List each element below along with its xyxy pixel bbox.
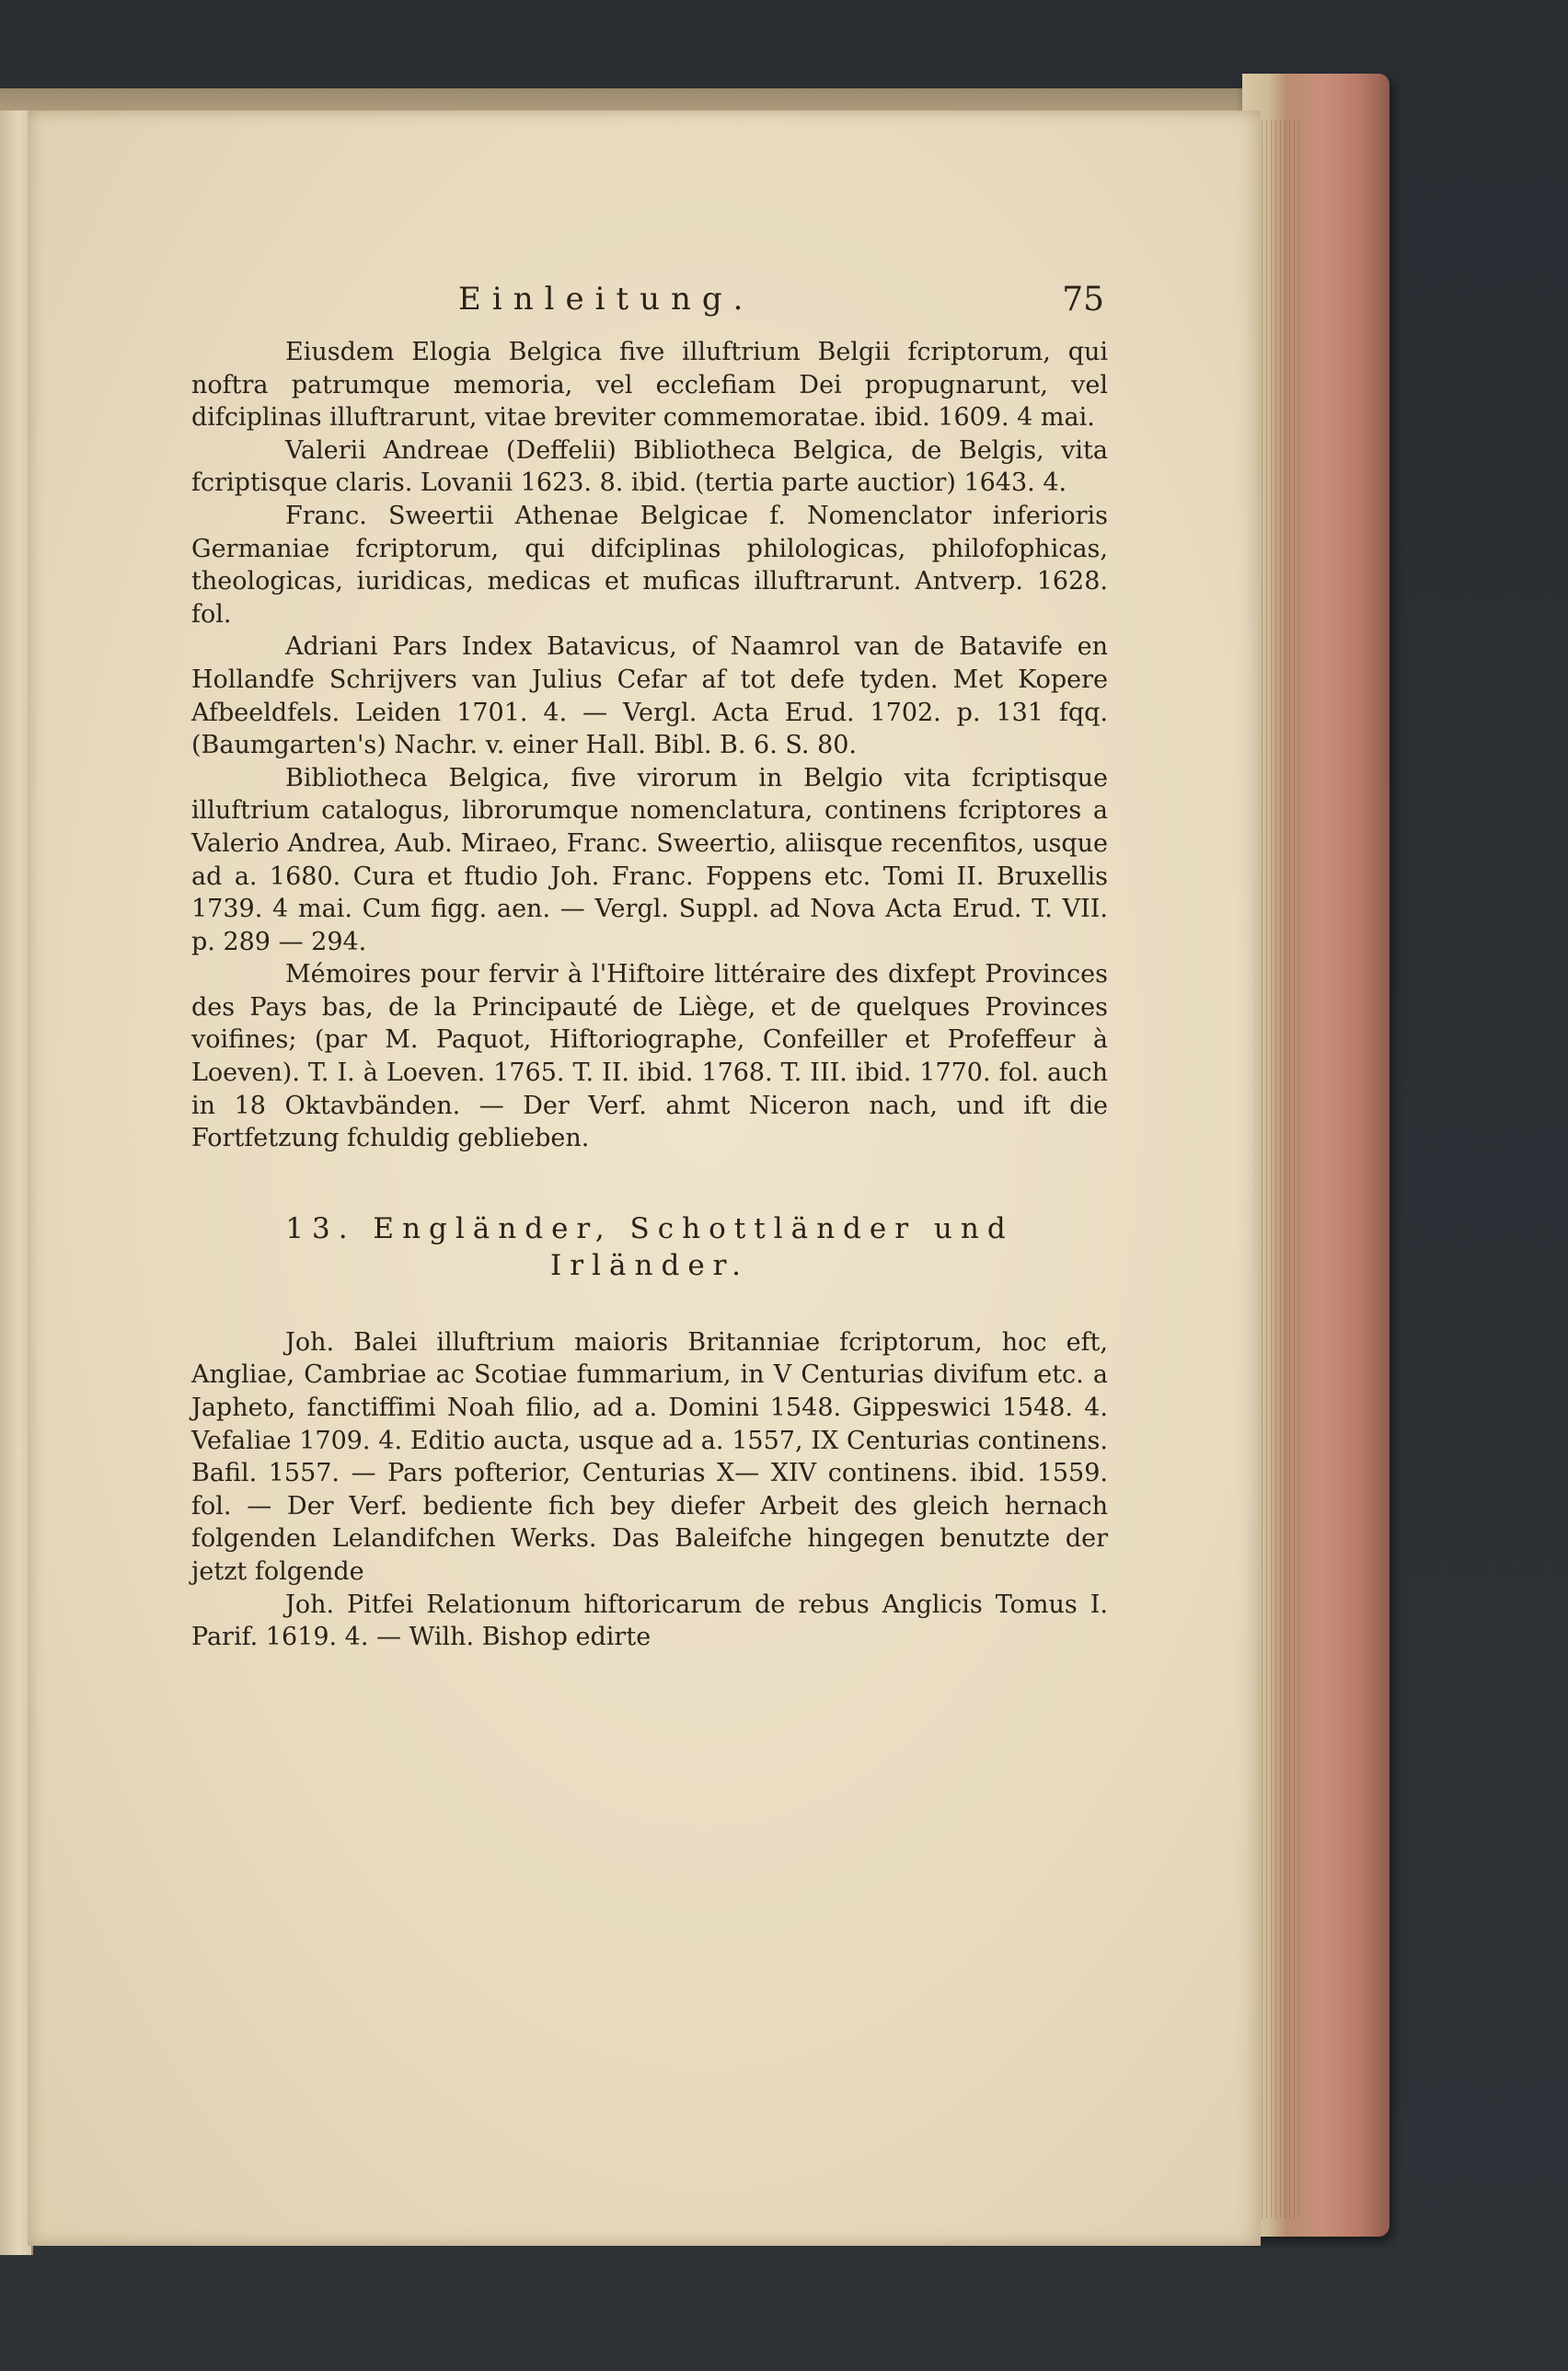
bibliography-entry: Franc. Sweertii Athenae Belgicae f. Nomenclator inferioris Germaniae fcriptorum, qui difciplinas philologicas, philofophicas, theologicas, iuridicas, medicas et muficas illuftrarunt. Antverp. 1628. fol. [191,501,1108,629]
bibliography-entry: Eiusdem Elogia Belgica five illuftrium Belgii fcriptorum, qui noftra patrumque memoria, vel ecclefiam Dei propugnarunt, vel difciplinas illuftrarunt, vitae breviter commemoratae. ibid. 1609. 4 mai. [191,338,1108,433]
text-block [191,272,1108,1654]
page-number: 75 [1062,281,1104,318]
bibliography-entry: Valerii Andreae (Deffelii) Bibliotheca Belgica, de Belgis, vita fcriptisque claris. Lovanii 1623. 8. ibid. (tertia parte auctior) 1643. 4. [191,435,1108,498]
running-title: Einleitung. [458,281,755,318]
bibliography-entry: Adriani Pars Index Batavicus, of Naamrol van de Batavife en Hollandfe Schrijvers van Julius Cefar af tot defe tyden. Met Kopere Afbeeldfels. Leiden 1701. 4. — Vergl. Acta Erud. 1702. p. 131 fqq. (Baumgarten's) Nachr. v. einer Hall. Bibl. B. 6. S. 80. [191,632,1108,760]
book-page [28,110,1261,2246]
section-heading: 13. Engländer, Schottländer und Irländer. [285,1211,1014,1282]
bibliography-entry: Mémoires pour fervir à l'Hiftoire littéraire des dixfept Provinces des Pays bas, de la Principauté de Liège, et de quelques Provinces voifines; (par M. Paquot, Hiftoriographe, Confeiller et Profeffeur à Loeven). T. I. à Loeven. 1765. T. II. ibid. 1768. T. III. ibid. 1770. fol. auch in 18 Oktavbänden. — Der Verf. ahmt Niceron nach, und ift die Fortfetzung fchuldig geblieben. [191,960,1108,1153]
bibliography-entry: Joh. Balei illuftrium maioris Britanniae fcriptorum, hoc eft, Angliae, Cambriae ac Scotiae fummarium, in V Centurias divifum etc. a Japheto, fanctiffimi Noah filio, ad a. Domini 1548. Gippeswici 1548. 4. Vefaliae 1709. 4. Editio aucta, usque ad a. 1557, IX Centurias continens. Bafil. 1557. — Pars pofterior, Centurias X— XIV continens. ibid. 1559. fol. — Der Verf. bediente fich bey diefer Arbeit des gleich hernach folgenden Lelandifchen Werks. Das Baleifche hingegen benutzte der jetzt folgende [191,1327,1108,1586]
bibliography-entry: Bibliotheca Belgica, five virorum in Belgio vita fcriptisque illuftrium catalogus, librorumque nomenclatura, continens fcriptores a Valerio Andrea, Aub. Miraeo, Franc. Sweertio, aliisque recenfitos, usque ad a. 1680. Cura et ftudio Joh. Franc. Foppens etc. Tomi II. Bruxellis 1739. 4 mai. Cum figg. aen. — Vergl. Suppl. ad Nova Acta Erud. T. VII. p. 289 — 294. [191,763,1108,956]
bibliography-entry: Joh. Pitfei Relationum hiftoricarum de rebus Anglicis Tomus I. Parif. 1619. 4. — Wilh. Bishop edirte [191,1590,1108,1652]
page-header [191,272,1108,336]
